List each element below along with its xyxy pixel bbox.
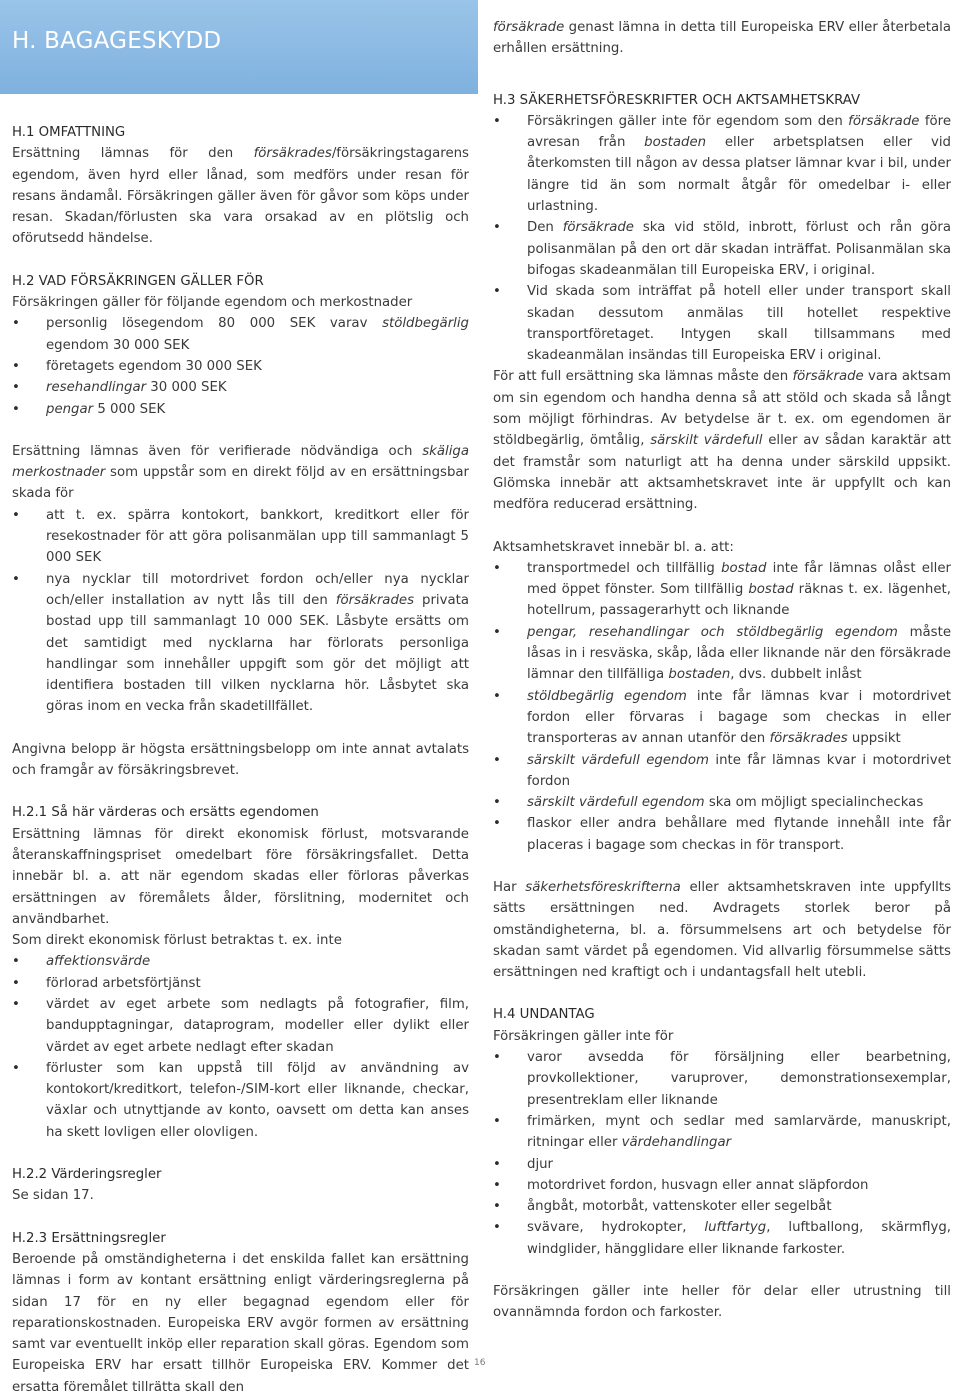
text-run: personlig lösegendom 80 000 SEK varav <box>46 316 383 332</box>
list-item <box>12 377 469 398</box>
text-run: Har <box>493 879 526 895</box>
paragraph-compensation-rules: Beroende på omständigheterna i det enskilda fallet kan ersättning lämnas i form av kontant ersättning enligt värderingsreglerna på sidan 17 för en ny eller begagnad egendom eller för reparationskostnaden. Europeiska ERV avgör formen av ersättning samt var eventuellt inköp eller reparation skall göras. Egendom som Europeiska ERV har ersatt tillhör Europeiska ERV. Kommer det ersatta föremålet tillrätta skall den <box>12 1251 469 1395</box>
list-item: • ångbåt, motorbåt, vattenskoter eller segelbåt <box>493 1196 951 1217</box>
heading-h1: H.1 OMFATTNING <box>12 125 126 140</box>
list-item <box>12 399 469 420</box>
list-item: • företagets egendom 30 000 SEK <box>12 356 469 377</box>
text-run-italic: försäkrade <box>493 20 565 35</box>
text-run: Försäkringen gäller inte för egendom som den <box>527 113 849 129</box>
text-run-italic: bostad <box>721 560 767 576</box>
list-item: • flaskor eller andra behållare med flytande innehåll inte får placeras i bagage som checkas in för transport. <box>493 813 951 856</box>
list-item: • att t. ex. spärra kontokort, bankkort, kreditkort eller för resekostnader för att göra polisanmälan upp till sammanlagt 5 000 SEK <box>12 505 469 569</box>
paragraph-amounts: Angivna belopp är högsta ersättningsbelopp om inte annat avtalats och framgår av försäkringsbrevet. <box>12 741 469 779</box>
text-run: frimärken, mynt och sedlar med samlarvärde, manuskript, ritningar eller <box>527 1113 951 1151</box>
list-item <box>493 1111 951 1154</box>
list-item: • förluster som kan uppstå till följd av användning av kontokort/kreditkort, telefon-/SIM-kort eller liknande, checkar, växlar och utnyttjande av konto, oavsett om detta kan anses ha skett lovligen eller olovligen. <box>12 1058 469 1143</box>
text-run-italic: stöldbegärlig egendom <box>527 688 687 704</box>
list-safety-rules <box>493 111 951 367</box>
text-run: privata bostad upp till sammanlagt 10 000 SEK. Låsbyte ersätts om det samtidigt med nycklarna har förlorats personliga handlingar som innehåller uppgift som gör det möjligt att identifiera bostaden till vilken nycklarna hör. Låsbytet ska göras inom en vecka från skadetillfället. <box>46 592 469 715</box>
text-run: inte får lämnas olåst eller med öppet fönster. Som tillfällig <box>527 560 951 598</box>
text-run: Ersättning lämnas för den <box>12 146 254 162</box>
heading-h4: H.4 UNDANTAG <box>493 1007 595 1023</box>
text-run-italic: värdehandlingar <box>621 1135 732 1151</box>
list-property <box>12 313 469 419</box>
paragraph-exclusions-intro: Försäkringen gäller inte för <box>493 1028 674 1044</box>
text-run-italic: pengar <box>46 401 94 417</box>
text-run: Ersättning lämnas även för verifierade nödvändiga och <box>12 443 423 459</box>
text-run: , dvs. dubbelt inlåst <box>730 667 862 683</box>
text-run-italic: särskilt värdefull egendom <box>527 795 705 811</box>
text-run: uppsikt <box>847 731 901 747</box>
list-item: • djur <box>493 1154 951 1175</box>
text-run-italic: särskilt värdefull egendom <box>527 752 709 768</box>
paragraph-reduction <box>493 877 951 983</box>
paragraph-see-page: Se sidan 17. <box>12 1188 94 1204</box>
text-run-italic: försäkrade <box>792 369 864 385</box>
list-item: • motordrivet fordon, husvagn eller annat släpfordon <box>493 1175 951 1196</box>
text-run: , luftballong, skärmflyg, windglider, hängglidare eller liknande farkoster. <box>527 1220 951 1257</box>
paragraph-exclusions-parts: Försäkringen gäller inte heller för delar eller utrustning till ovannämnda fordon och farkoster. <box>493 1284 951 1321</box>
text-run: Den <box>527 220 563 236</box>
text-run-italic: försäkrade <box>562 220 634 236</box>
text-run-italic: pengar, resehandlingar och stöldbegärlig egendom <box>527 624 898 640</box>
text-run: inte får lämnas kvar i motordrivet fordon <box>527 752 951 789</box>
paragraph-continued <box>493 17 951 60</box>
list-care-rules <box>493 558 951 856</box>
text-run-italic: bostaden <box>644 135 707 151</box>
paragraph-not-loss: Som direkt ekonomisk förlust betraktas t. ex. inte <box>12 933 342 949</box>
right-column <box>493 17 951 1324</box>
list-item <box>493 1217 951 1260</box>
text-run: eller aktsamhetskraven inte uppfyllts sätts ersättningen ned. Avdragets storlek beror på omständigheterna, bl. a. försummelsens art och betydelse för skadan samt värdet på egendomen. Vid allvarlig försummelse sätts ersättningen ned kraftigt och i undantagsfall helt utebli. <box>493 879 951 981</box>
text-run: nya nycklar till motordrivet fordon och/eller nya nycklar och/eller installation av nytt lås till den <box>46 571 469 608</box>
paragraph-care <box>493 366 951 515</box>
text-run: ska om möjligt specialincheckas <box>704 795 924 811</box>
text-run: 5 000 SEK <box>93 401 166 417</box>
text-run: måste låsas in i resväska, skåp, låda eller liknande när den försäkrade lämnar den tillfälliga <box>527 624 952 683</box>
list-item <box>493 558 951 622</box>
text-run: egendom 30 000 SEK <box>46 337 190 353</box>
text-run-italic: bostad <box>748 582 794 598</box>
text-run: ska vid stöld, inbrott, förlust och rån göra polisanmälan på den ort där skadan inträffat. Polisanmälan ska bifogas skadeanmälan till Europeiska ERV, i original. <box>527 220 951 278</box>
list-item <box>493 622 951 686</box>
text-run: före avresan från <box>527 113 951 151</box>
paragraph-intro: Försäkringen gäller för följande egendom och merkostnader <box>12 295 413 311</box>
heading-h2: H.2 VAD FÖRSÄKRINGEN GÄLLER FÖR <box>12 273 264 289</box>
paragraph-extra-costs <box>12 441 469 505</box>
section-header-banner <box>0 0 478 94</box>
text-run-italic: försäkrades <box>335 592 415 608</box>
list-item: • värdet av eget arbete som nedlagts på fotografier, film, bandupptagningar, dataprogram, modeller eller dylikt eller värdet av eget arbete nedlagt efter skadan <box>12 994 469 1058</box>
text-run: räknas t. ex. lägenhet, hotellrum, passagerarhytt och liknande <box>527 582 951 619</box>
text-run: genast lämna in detta till Europeiska ERV eller återbetala erhållen ersättning. <box>493 20 951 57</box>
page-number: 16 <box>474 1358 486 1368</box>
text-run-italic: bostaden <box>668 667 731 683</box>
heading-h3: H.3 SÄKERHETSFÖRESKRIFTER OCH AKTSAMHETSKRAV <box>493 92 861 108</box>
list-item <box>493 111 951 217</box>
list-item <box>493 217 951 281</box>
text-run: inte får lämnas kvar i motordrivet fordon eller förvaras i bagage som checkas in eller transporteras av annan utanför den <box>527 688 951 747</box>
paragraph-care-means: Aktsamhetskravet innebär bl. a. att: <box>493 539 734 555</box>
list-item <box>493 750 951 793</box>
text-run-italic: försäkrade <box>848 113 920 129</box>
text-run-italic: försäkrades <box>769 731 848 747</box>
list-item <box>12 569 469 718</box>
text-run-italic: säkerhetsföreskrifterna <box>525 879 681 895</box>
text-run: eller arbetsplatsen eller vid återkomsten till någon av dessa platser lämnar kvar i bil, under längre tid än som normalt åtgår för omedelbar i- eller urlastning. <box>527 135 951 215</box>
text-run-italic: försäkrades <box>253 146 332 162</box>
list-not-loss <box>12 951 469 1143</box>
text-run: vara aktsam om sin egendom och handha denna så att stöld och skada så långt som möjligt förhindras. Av betydelse är t. ex. om egendomen är stöldbegärlig, ömtålig, <box>493 369 951 449</box>
text-run: svävare, hydrokopter, <box>527 1220 705 1236</box>
text-run-italic: stöldbegärlig <box>382 316 469 332</box>
heading-h22: H.2.2 Värderingsregler <box>12 1167 162 1183</box>
left-column <box>12 122 469 1398</box>
list-item: • varor avsedda för försäljning eller bearbetning, provkollektioner, varuprover, demonstrationsexemplar, presentreklam eller liknande <box>493 1047 951 1111</box>
text-run: eller av sådan karaktär att det framstår som naturligt att ha denna under särskild uppsikt. Glömska innebär att aktsamhetskravet inte är uppfyllt och kan medföra reducerad ersättning. <box>493 433 952 513</box>
list-item <box>12 313 469 356</box>
list-extra-costs <box>12 505 469 718</box>
list-item: • förlorad arbetsförtjänst <box>12 973 469 994</box>
list-item <box>493 686 951 750</box>
text-run: 30 000 SEK <box>146 380 227 396</box>
text-run-italic: särskilt värdefull <box>650 433 763 449</box>
heading-h21: H.2.1 Så här värderas och ersätts egendomen <box>12 805 319 821</box>
text-run-italic: luftfartyg <box>704 1220 767 1236</box>
list-item <box>493 792 951 813</box>
section-title: H. BAGAGESKYDD <box>12 28 222 54</box>
list-item: • Vid skada som inträffat på hotell eller under transport skall skadan dessutom anmälas till hotellet respektive transportföretaget. Intygen skall tillsammans med skadeanmälan insändas till Europeiska ERV i original. <box>493 281 951 366</box>
paragraph-omfattning <box>12 143 469 249</box>
paragraph-valuation: Ersättning lämnas för direkt ekonomisk förlust, motsvarande återanskaffningspriset omedelbart före försäkringsfallet. Detta innebär bl. a. att när egendom skadas eller förloras påverkas ersättningen av föremålets ålder, förslitning, modernitet och användbarhet. <box>12 826 469 927</box>
text-run-italic: resehandlingar <box>46 380 147 396</box>
text-run: För att full ersättning ska lämnas måste den <box>493 369 793 385</box>
text-run: /försäkringstagarens egendom, även hyrd eller lånad, som medförs under resan för resans ändamål. Försäkringen gäller även för gåvor som köps under resan. Skadan/förlusten ska vara orsakad av en plötslig och oförutsedd händelse. <box>12 146 469 247</box>
text-run: transportmedel och tillfällig <box>527 560 722 576</box>
list-item <box>12 951 469 972</box>
heading-h23: H.2.3 Ersättningsregler <box>12 1230 166 1246</box>
list-exclusions <box>493 1047 951 1260</box>
text-run: som uppstår som en direkt följd av en ersättningsbar skada för <box>12 465 469 502</box>
text-run-italic: skäliga merkostnader <box>12 443 469 481</box>
text-run-italic: affektionsvärde <box>46 954 151 970</box>
